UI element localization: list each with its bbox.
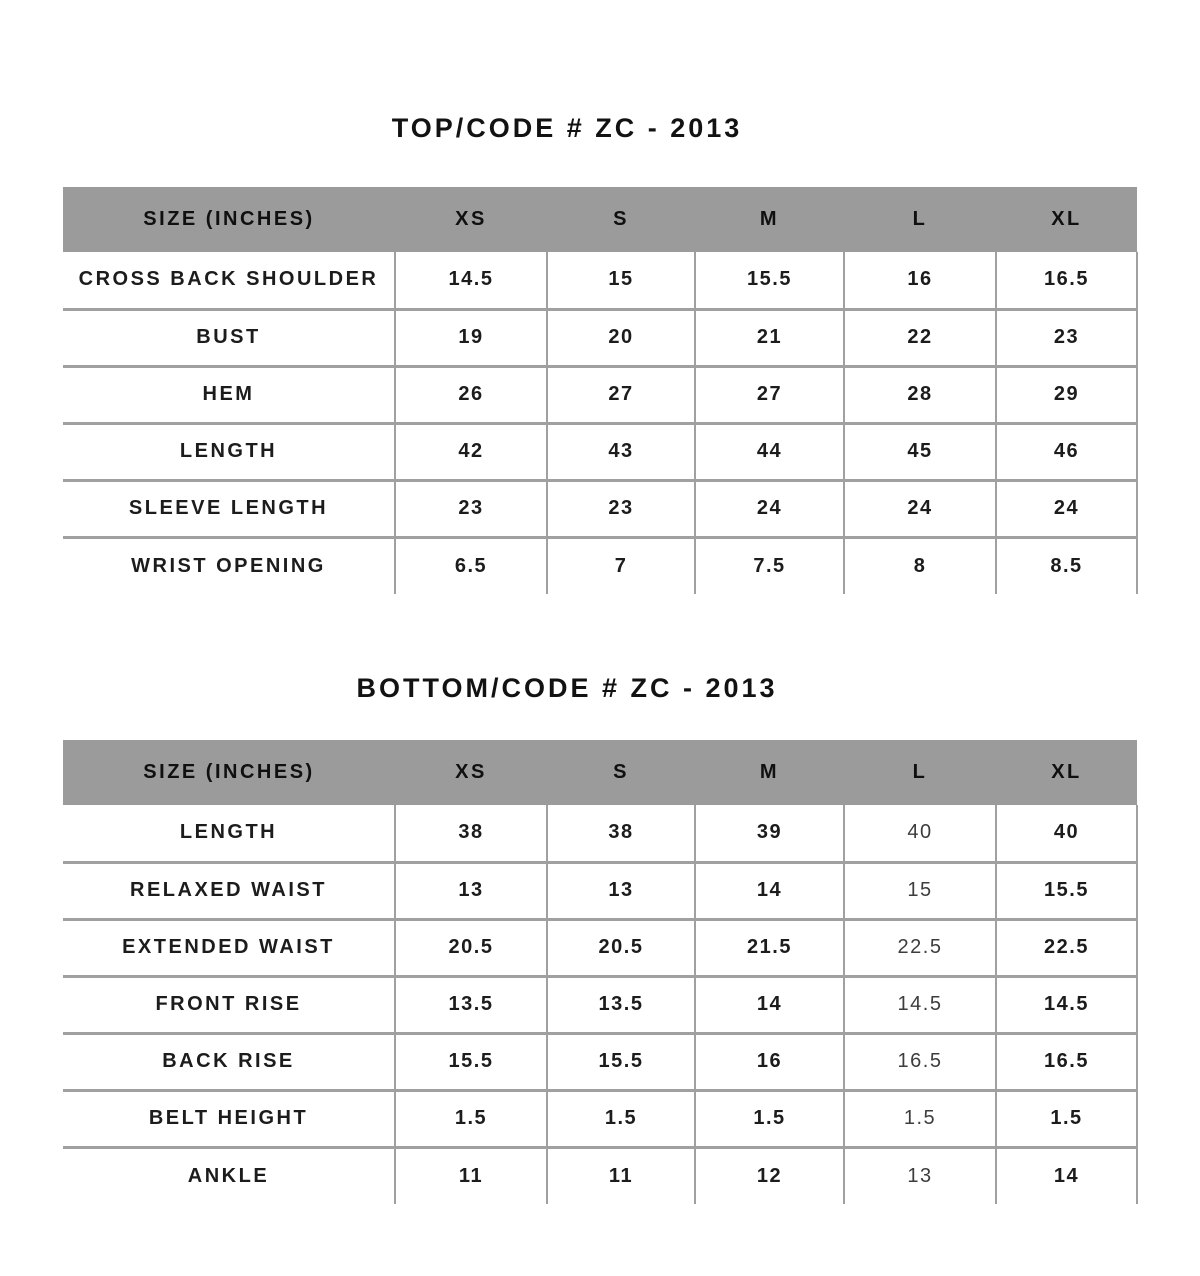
size-value: 22.5	[996, 919, 1137, 976]
size-value: 42	[395, 423, 547, 480]
size-value: 1.5	[844, 1090, 996, 1147]
size-column-header: XS	[395, 187, 547, 252]
size-value: 13	[844, 1147, 996, 1204]
size-column-header: L	[844, 740, 996, 805]
size-value: 39	[695, 805, 844, 862]
size-value: 16.5	[844, 1033, 996, 1090]
size-column-header: S	[547, 740, 695, 805]
table-row	[63, 919, 1137, 976]
size-value: 1.5	[695, 1090, 844, 1147]
size-value: 40	[996, 805, 1137, 862]
size-column-header: XL	[996, 187, 1137, 252]
size-value: 16.5	[996, 1033, 1137, 1090]
size-value: 16.5	[996, 252, 1137, 309]
size-value: 14	[695, 862, 844, 919]
size-value: 20	[547, 309, 695, 366]
size-column-header: XS	[395, 740, 547, 805]
size-value: 38	[395, 805, 547, 862]
size-value: 15	[844, 862, 996, 919]
measurement-label: ANKLE	[63, 1147, 395, 1204]
size-value: 1.5	[547, 1090, 695, 1147]
size-value: 15.5	[996, 862, 1137, 919]
header-row	[63, 187, 1137, 252]
table-row	[63, 1033, 1137, 1090]
size-value: 14.5	[844, 976, 996, 1033]
table-row	[63, 366, 1137, 423]
size-value: 12	[695, 1147, 844, 1204]
size-value: 13	[547, 862, 695, 919]
measurement-label: EXTENDED WAIST	[63, 919, 395, 976]
size-value: 22.5	[844, 919, 996, 976]
top-chart-title-wrap	[0, 112, 1134, 144]
bottom-chart-title-wrap	[0, 672, 1134, 704]
measurement-label: BUST	[63, 309, 395, 366]
measurement-label: RELAXED WAIST	[63, 862, 395, 919]
size-value: 8	[844, 537, 996, 594]
top-size-table	[63, 187, 1138, 594]
header-row	[63, 740, 1137, 805]
size-value: 43	[547, 423, 695, 480]
size-column-header: L	[844, 187, 996, 252]
size-value: 16	[844, 252, 996, 309]
size-value: 26	[395, 366, 547, 423]
size-value: 27	[695, 366, 844, 423]
size-value: 24	[844, 480, 996, 537]
measurement-label: SLEEVE LENGTH	[63, 480, 395, 537]
size-value: 40	[844, 805, 996, 862]
size-value: 15	[547, 252, 695, 309]
size-value: 24	[695, 480, 844, 537]
size-value: 29	[996, 366, 1137, 423]
size-value: 8.5	[996, 537, 1137, 594]
table-row	[63, 1090, 1137, 1147]
table-row	[63, 1147, 1137, 1204]
size-value: 19	[395, 309, 547, 366]
size-column-header: M	[695, 740, 844, 805]
size-value: 20.5	[547, 919, 695, 976]
size-column-header: S	[547, 187, 695, 252]
size-value: 15.5	[395, 1033, 547, 1090]
measurement-label: CROSS BACK SHOULDER	[63, 252, 395, 309]
top-size-chart-section	[0, 112, 1200, 594]
table-row	[63, 309, 1137, 366]
size-value: 23	[996, 309, 1137, 366]
size-value: 13.5	[547, 976, 695, 1033]
table-row	[63, 862, 1137, 919]
table-row	[63, 423, 1137, 480]
size-value: 14	[695, 976, 844, 1033]
size-value: 14.5	[996, 976, 1137, 1033]
size-value: 15.5	[547, 1033, 695, 1090]
size-value: 7.5	[695, 537, 844, 594]
size-value: 23	[547, 480, 695, 537]
measurement-label: FRONT RISE	[63, 976, 395, 1033]
size-value: 21.5	[695, 919, 844, 976]
table-row	[63, 537, 1137, 594]
size-value: 6.5	[395, 537, 547, 594]
size-value: 28	[844, 366, 996, 423]
bottom-chart-title: BOTTOM/CODE # ZC - 2013	[356, 673, 778, 703]
table-row	[63, 976, 1137, 1033]
table-row	[63, 480, 1137, 537]
size-value: 13	[395, 862, 547, 919]
size-units-header: SIZE (INCHES)	[63, 740, 395, 805]
size-value: 45	[844, 423, 996, 480]
measurement-label: BACK RISE	[63, 1033, 395, 1090]
table-row	[63, 252, 1137, 309]
measurement-label: LENGTH	[63, 423, 395, 480]
size-value: 13.5	[395, 976, 547, 1033]
bottom-size-chart-section	[0, 672, 1200, 1204]
size-value: 11	[395, 1147, 547, 1204]
table-row	[63, 805, 1137, 862]
size-column-header: M	[695, 187, 844, 252]
size-value: 38	[547, 805, 695, 862]
size-value: 15.5	[695, 252, 844, 309]
size-value: 14.5	[395, 252, 547, 309]
size-units-header: SIZE (INCHES)	[63, 187, 395, 252]
size-value: 14	[996, 1147, 1137, 1204]
size-value: 22	[844, 309, 996, 366]
size-value: 27	[547, 366, 695, 423]
size-value: 46	[996, 423, 1137, 480]
size-value: 24	[996, 480, 1137, 537]
bottom-size-table	[63, 740, 1138, 1204]
measurement-label: BELT HEIGHT	[63, 1090, 395, 1147]
size-value: 11	[547, 1147, 695, 1204]
top-chart-title: TOP/CODE # ZC - 2013	[391, 113, 743, 143]
size-value: 23	[395, 480, 547, 537]
measurement-label: HEM	[63, 366, 395, 423]
size-value: 21	[695, 309, 844, 366]
measurement-label: LENGTH	[63, 805, 395, 862]
size-value: 1.5	[395, 1090, 547, 1147]
size-value: 20.5	[395, 919, 547, 976]
size-value: 7	[547, 537, 695, 594]
size-value: 16	[695, 1033, 844, 1090]
size-value: 1.5	[996, 1090, 1137, 1147]
size-value: 44	[695, 423, 844, 480]
size-column-header: XL	[996, 740, 1137, 805]
measurement-label: WRIST OPENING	[63, 537, 395, 594]
